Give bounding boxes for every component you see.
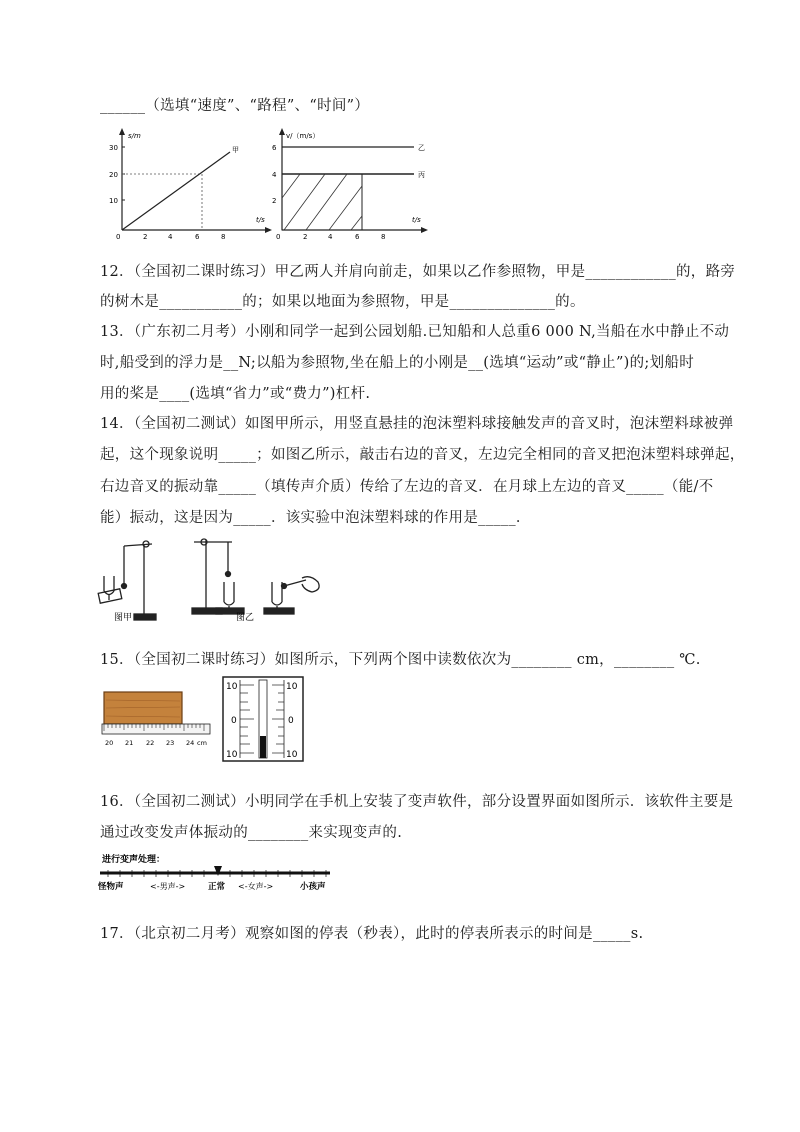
- vt-x-tick: 2: [303, 233, 308, 241]
- vt-graph: [266, 128, 436, 241]
- st-y-arrow: [119, 128, 125, 135]
- vt-x-tick: 4: [328, 233, 333, 241]
- vt-series-a-label: 乙: [418, 144, 425, 152]
- vt-y-arrow: [279, 128, 285, 135]
- st-y-tick: 30: [109, 144, 118, 152]
- vt-x-arrow: [421, 227, 428, 233]
- voice-changer-panel: [98, 852, 338, 894]
- voice-label: 怪物声: [98, 882, 124, 892]
- ruler-tick-label: 21: [125, 739, 134, 747]
- q12-line2: 的树木是___________的；如果以地面为参照物，甲是______________的。: [100, 294, 585, 310]
- fig-yi-label: 图乙: [236, 613, 255, 623]
- fill-prompt-line: ______（选填“速度”、“路程”、“时间”）: [100, 98, 370, 114]
- st-graph: [106, 128, 276, 241]
- fig-yi: [192, 539, 319, 614]
- thermo-label-left: 10: [226, 682, 238, 692]
- vt-x-tick: 0: [276, 233, 281, 241]
- q13-line3: 用的桨是____(选填“省力”或“费力”)杠杆.: [100, 386, 371, 402]
- st-x-tick: 0: [116, 233, 121, 241]
- q14-line2: 起，这个现象说明_____；如图乙所示，敲击右边的音叉，左边完全相同的音叉把泡沫塑料球弹起，: [100, 447, 745, 463]
- vt-y-tick: 2: [272, 197, 277, 205]
- ruler-unit: cm: [197, 739, 207, 747]
- q16-line2: 通过改变发声体振动的________来实现变声的.: [100, 825, 403, 841]
- voice-label: 正常: [208, 882, 226, 892]
- q12-line1: 12．（全国初二课时练习）甲乙两人并肩向前走，如果以乙作参照物，甲是____________的，路旁: [100, 264, 736, 280]
- st-y-tick: 10: [109, 197, 118, 205]
- q14-line4: 能）振动，这是因为_____．该实验中泡沫塑料球的作用是_____．: [100, 510, 531, 526]
- fig-jia-label: 图甲: [114, 613, 133, 623]
- ruler-tick-label: 20: [105, 739, 114, 747]
- q14-line1: 14．（全国初二测试）如图甲所示，用竖直悬挂的泡沫塑料球接触发声的音叉时，泡沫塑料球被弹: [100, 416, 734, 432]
- st-x-tick: 8: [221, 233, 226, 241]
- st-y-tick: 20: [109, 171, 118, 179]
- vt-series-b-label: 丙: [418, 171, 425, 179]
- thermo-label-right: 10: [286, 682, 298, 692]
- voice-label: 小孩声: [300, 882, 326, 892]
- thermometer-liquid: [260, 736, 266, 758]
- vt-y-tick: 4: [272, 171, 277, 179]
- q17-line1: 17．（北京初二月考）观察如图的停表（秒表），此时的停表所表示的时间是_____s.: [100, 926, 644, 942]
- vt-x-tick: 8: [381, 233, 386, 241]
- q13-line2: 时,船受到的浮力是__N;以船为参照物,坐在船上的小刚是__(选填“运动”或“静止”)的;划船时: [100, 355, 695, 371]
- st-x-tick: 4: [168, 233, 173, 241]
- st-series-label: 甲: [232, 146, 239, 154]
- fig-jia: [98, 541, 156, 620]
- voice-label: <-男声->: [150, 882, 186, 891]
- st-x-tick: 2: [143, 233, 148, 241]
- q15-line1: 15．（全国初二课时练习）如图所示，下列两个图中读数依次为________ cm，________ ℃.: [100, 652, 701, 668]
- vt-y-tick: 6: [272, 144, 277, 152]
- vt-x-label: t/s: [412, 216, 421, 224]
- st-line-jia: [122, 152, 230, 230]
- thermo-label-right: 10: [286, 750, 298, 760]
- vt-x-tick: 6: [355, 233, 360, 241]
- thermo-label-left: 0: [231, 716, 237, 726]
- voice-label: <-女声->: [238, 882, 274, 891]
- thermo-label-left: 10: [226, 750, 238, 760]
- tuning-fork-figure: [96, 536, 326, 622]
- st-x-tick: 6: [195, 233, 200, 241]
- q16-line1: 16．（全国初二测试）小明同学在手机上安装了变声软件，部分设置界面如图所示．该软件主要是: [100, 794, 734, 810]
- st-y-label: s/m: [128, 132, 141, 140]
- q14-line3: 右边音叉的振动靠_____（填传声介质）传给了左边的音叉．在月球上左边的音叉_____（能/不: [100, 479, 714, 495]
- vt-y-label: v/（m/s）: [286, 132, 320, 140]
- ruler-tick-label: 22: [146, 739, 155, 747]
- thermometer-figure: [222, 676, 304, 762]
- q13-line1: 13．（广东初二月考）小刚和同学一起到公园划船.已知船和人总重6 000 N,当船在水中静止不动: [100, 324, 730, 340]
- st-x-label: t/s: [256, 216, 265, 224]
- thermo-label-right: 0: [288, 716, 294, 726]
- panel-title: 进行变声处理：: [102, 855, 166, 865]
- ruler-figure: [100, 690, 212, 748]
- ruler-tick-label: 24: [186, 739, 195, 747]
- ruler-tick-label: 23: [166, 739, 175, 747]
